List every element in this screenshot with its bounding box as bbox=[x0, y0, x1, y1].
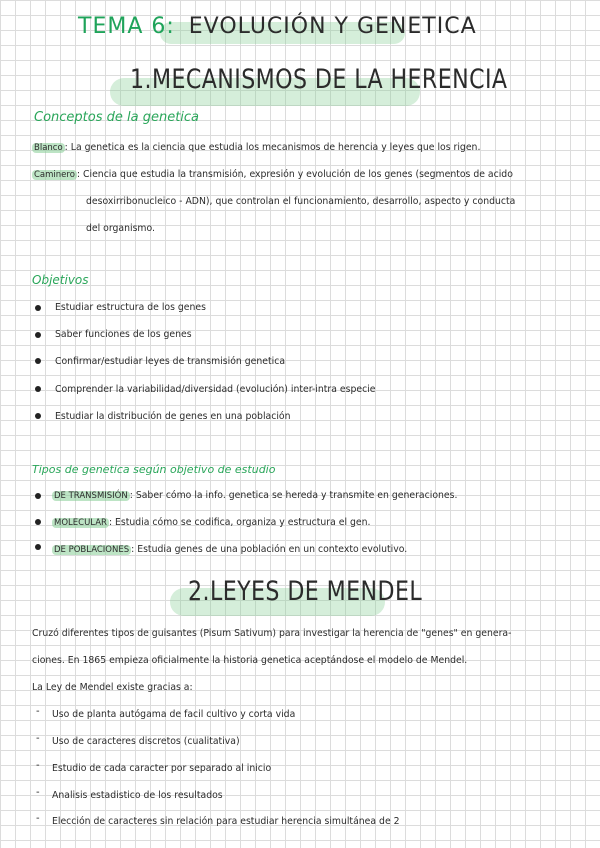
objective-bullet bbox=[35, 413, 41, 419]
caminero-tag: Caminero bbox=[34, 170, 75, 180]
caminero-line2: desoxirribonucleico - ADN), que controlan el funcionamiento, desarrollo, aspecto y conducta bbox=[86, 196, 516, 207]
type-tag: DE POBLACIONES bbox=[54, 545, 130, 555]
objective-bullet bbox=[35, 305, 41, 311]
type-item bbox=[52, 544, 407, 555]
mendel-para-line3: La Ley de Mendel existe gracias a: bbox=[32, 682, 193, 693]
type-text: : Saber cómo la info. genetica se hereda y transmite en generaciones. bbox=[129, 490, 458, 501]
types-title: Tipos de genetica según objetivo de estudio bbox=[32, 463, 276, 476]
caminero-line1: : Ciencia que estudia la transmisión, expresión y evolución de los genes (segmentos de acido bbox=[76, 169, 513, 180]
list-dash: - bbox=[36, 787, 40, 798]
objective-item: Estudiar la distribución de genes en una población bbox=[55, 411, 291, 422]
concepts-title: Conceptos de la genetica bbox=[34, 110, 200, 125]
type-bullet bbox=[35, 493, 41, 499]
blanco-definition bbox=[32, 142, 480, 153]
caminero-definition bbox=[32, 169, 513, 180]
type-bullet bbox=[35, 544, 41, 550]
objective-item: Saber funciones de los genes bbox=[55, 329, 192, 340]
type-text: : Estudia genes de una población en un contexto evolutivo. bbox=[131, 544, 408, 555]
mendel-list-item: Uso de caracteres discretos (cualitativa) bbox=[52, 736, 240, 747]
type-text: : Estudia cómo se codifica, organiza y estructura el gen. bbox=[108, 517, 371, 528]
type-bullet bbox=[35, 519, 41, 525]
objective-item: Estudiar estructura de los genes bbox=[55, 302, 206, 313]
mendel-para-line2: ciones. En 1865 empieza oficialmente la historia genetica aceptándose el modelo de Mendel. bbox=[32, 655, 468, 666]
mendel-list-item: Analisis estadistico de los resultados bbox=[52, 790, 223, 801]
type-tag: MOLECULAR bbox=[54, 518, 107, 528]
title-main: EVOLUCIÓN Y GENETICA bbox=[188, 14, 477, 39]
blanco-tag: Blanco bbox=[34, 143, 63, 153]
objective-item: Comprender la variabilidad/diversidad (evolución) inter-intra especie bbox=[55, 384, 376, 395]
objective-bullet bbox=[35, 332, 41, 338]
section2-heading: 2.LEYES DE MENDEL bbox=[188, 576, 423, 607]
page-title bbox=[78, 14, 477, 39]
blanco-text: : La genetica es la ciencia que estudia los mecanismos de herencia y leyes que los rigen. bbox=[64, 142, 481, 153]
objectives-title: Objetivos bbox=[32, 273, 89, 287]
caminero-line3: del organismo. bbox=[86, 223, 155, 234]
list-dash: - bbox=[36, 813, 40, 824]
type-tag: DE TRANSMISIÓN bbox=[54, 491, 128, 501]
list-dash: - bbox=[36, 760, 40, 771]
list-dash: - bbox=[36, 706, 40, 717]
objective-bullet bbox=[35, 358, 41, 364]
section1-heading: 1.MECANISMOS DE LA HERENCIA bbox=[130, 64, 508, 95]
type-item bbox=[52, 490, 457, 501]
title-prefix: TEMA 6: bbox=[78, 14, 175, 39]
mendel-list-item: Elección de caracteres sin relación para estudiar herencia simultánea de 2 bbox=[52, 816, 400, 827]
type-item bbox=[52, 517, 371, 528]
list-dash: - bbox=[36, 733, 40, 744]
objective-item: Confirmar/estudiar leyes de transmisión genetica bbox=[55, 356, 286, 367]
objective-bullet bbox=[35, 386, 41, 392]
mendel-list-item: Estudio de cada caracter por separado al inicio bbox=[52, 763, 272, 774]
mendel-list-item: Uso de planta autógama de facil cultivo y corta vida bbox=[52, 709, 296, 720]
mendel-para-line1: Cruzó diferentes tipos de guisantes (Pisum Sativum) para investigar la herencia de "genes" en genera- bbox=[32, 628, 512, 639]
